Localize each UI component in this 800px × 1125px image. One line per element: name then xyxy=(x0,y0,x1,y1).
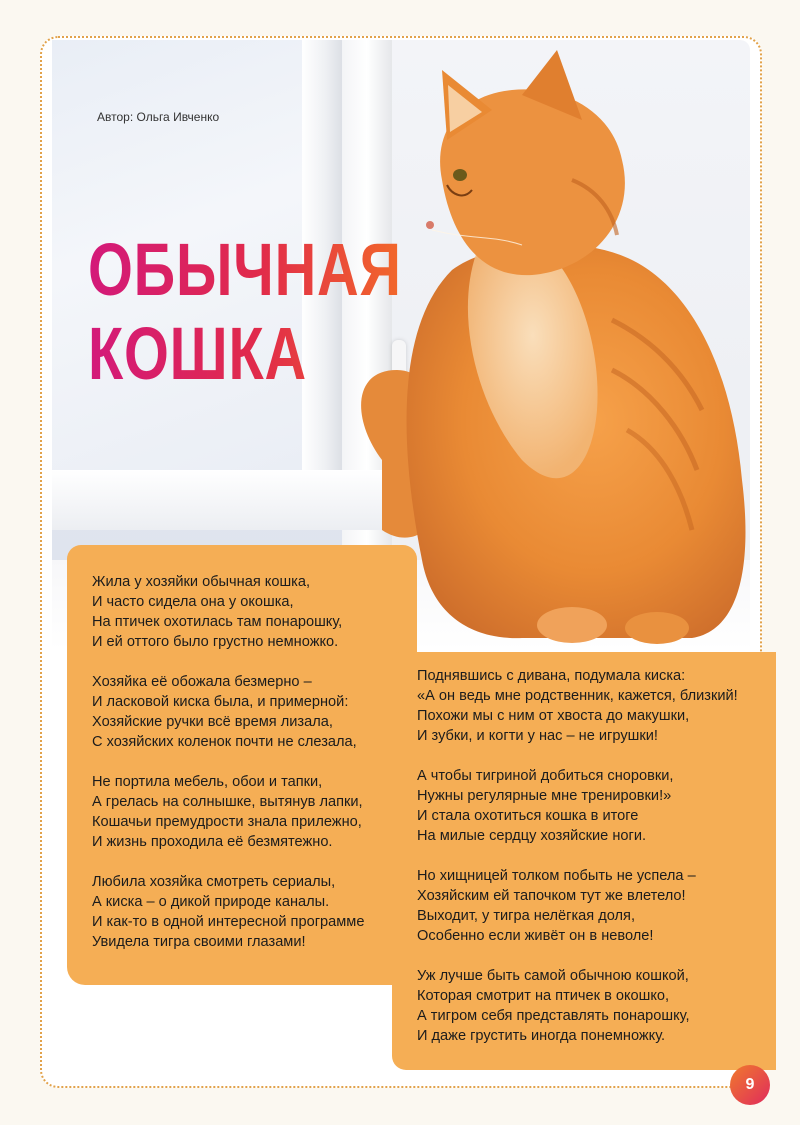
verse-line: А чтобы тигриной добиться сноровки, xyxy=(417,768,674,784)
verse-line: Хозяйка её обожала безмерно – xyxy=(92,674,312,690)
verse-line: Уж лучше быть самой обычною кошкой, xyxy=(417,968,689,984)
poem-column-right xyxy=(417,666,777,1066)
verse-line: Похожи мы с ним от хвоста до макушки, xyxy=(417,708,690,724)
page-number-badge: 9 xyxy=(730,1065,770,1105)
stanza xyxy=(417,666,777,746)
verse-line: И даже грустить иногда понемножку. xyxy=(417,1028,666,1044)
verse-line: И как-то в одной интересной программе xyxy=(92,914,365,930)
author-credit: Автор: Ольга Ивченко xyxy=(97,110,220,124)
title-line-1: ОБЫЧНАЯ xyxy=(88,228,402,311)
verse-line: Любила хозяйка смотреть сериалы, xyxy=(92,874,336,890)
stanza xyxy=(92,872,412,952)
verse-line: Хозяйским ей тапочком тут же влетело! xyxy=(417,888,686,904)
verse-line: На милые сердцу хозяйские ноги. xyxy=(417,828,647,844)
title-line-2: КОШКА xyxy=(88,312,307,395)
stanza xyxy=(92,772,412,852)
verse-line: Которая смотрит на птичек в окошко, xyxy=(417,988,670,1004)
verse-line: А тигром себя представлять понарошку, xyxy=(417,1008,690,1024)
verse-line: На птичек охотилась там понарошку, xyxy=(92,614,343,630)
verse-line: Но хищницей толком побыть не успела – xyxy=(417,868,696,884)
verse-line: С хозяйских коленок почти не слезала, xyxy=(92,734,357,750)
verse-line: И часто сидела она у окошка, xyxy=(92,594,294,610)
verse-line: И ей оттого было грустно немножко. xyxy=(92,634,339,650)
stanza xyxy=(417,866,777,946)
verse-line: Особенно если живёт он в неволе! xyxy=(417,928,654,944)
verse-line: Жила у хозяйки обычная кошка, xyxy=(92,574,311,590)
verse-line: Поднявшись с дивана, подумала киска: xyxy=(417,668,686,684)
verse-line: И жизнь проходила её безмятежно. xyxy=(92,834,333,850)
verse-line: А грелась на солнышке, вытянув лапки, xyxy=(92,794,363,810)
verse-line: «А он ведь мне родственник, кажется, близкий! xyxy=(417,688,738,704)
verse-line: И ласковой киска была, и примерной: xyxy=(92,694,349,710)
verse-line: А киска – о дикой природе каналы. xyxy=(92,894,330,910)
verse-line: И зубки, и когти у нас – не игрушки! xyxy=(417,728,658,744)
stanza xyxy=(92,572,412,652)
stanza xyxy=(417,766,777,846)
verse-line: Нужны регулярные мне тренировки!» xyxy=(417,788,672,804)
poem-column-left xyxy=(92,572,412,972)
verse-line: Выходит, у тигра нелёгкая доля, xyxy=(417,908,636,924)
poem-title xyxy=(88,228,402,396)
stanza xyxy=(92,672,412,752)
verse-line: Не портила мебель, обои и тапки, xyxy=(92,774,323,790)
verse-line: Увидела тигра своими глазами! xyxy=(92,934,306,950)
stanza xyxy=(417,966,777,1046)
verse-line: Хозяйские ручки всё время лизала, xyxy=(92,714,333,730)
verse-line: Кошачьи премудрости знала прилежно, xyxy=(92,814,362,830)
verse-line: И стала охотиться кошка в итоге xyxy=(417,808,639,824)
